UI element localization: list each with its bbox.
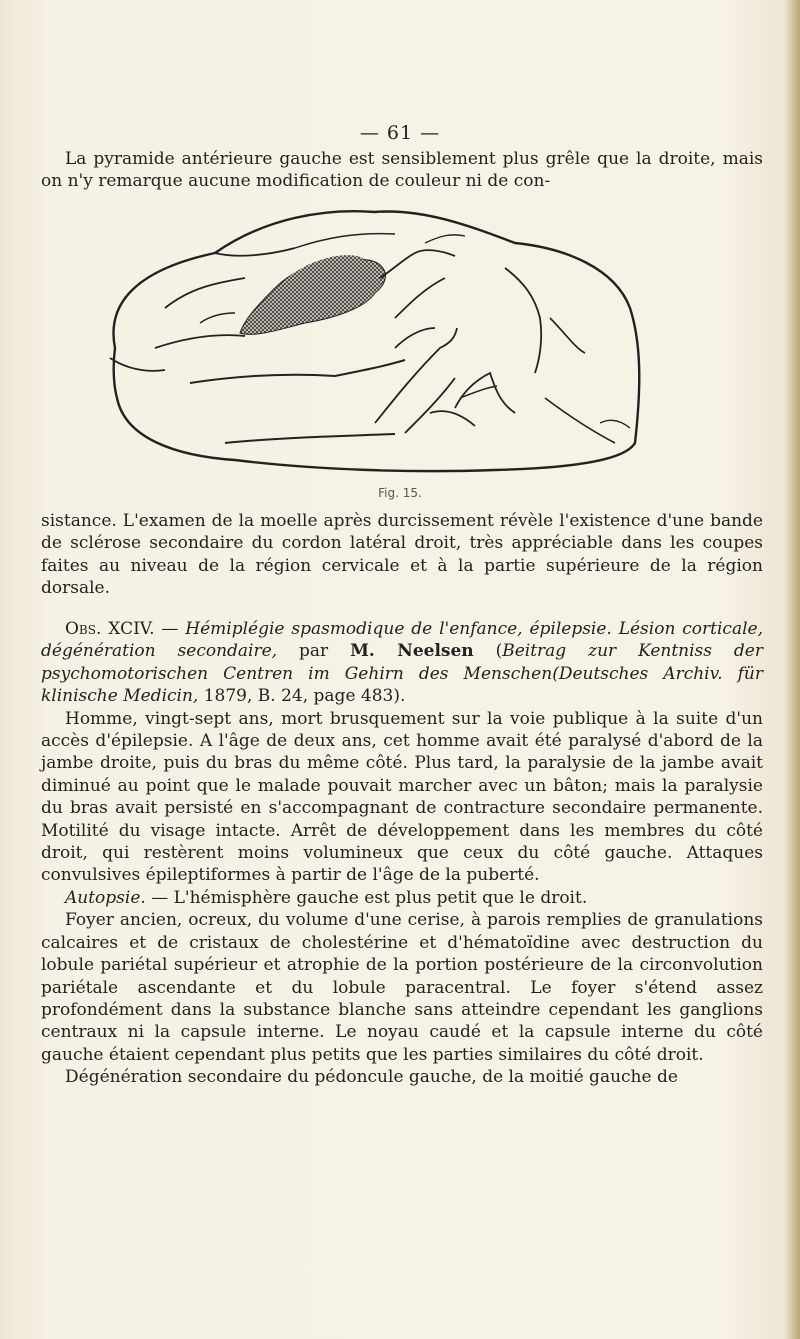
brain-hemisphere-figure: [95, 198, 655, 478]
sulcus-line: [380, 250, 455, 278]
sulcus-line: [425, 235, 465, 243]
sulcus-line: [200, 313, 235, 323]
sulcus-line: [550, 318, 585, 353]
sulcus-line: [110, 358, 165, 371]
sulcus-line: [190, 360, 405, 383]
sulcus-line: [395, 278, 445, 318]
observation-author: M. Neelsen: [350, 641, 474, 662]
reference-title: Beitrag zur Kentniss der psychomotorischen Centren im Gehirn des Menschen: [41, 641, 763, 684]
sulcus-line: [395, 328, 435, 348]
observation-label: Obs. XCIV.: [65, 619, 155, 639]
sulcus-line: [430, 411, 475, 426]
intro-paragraph: La pyramide antérieure gauche est sensiblement plus grêle que la droite, mais on n'y remarque aucune modification de couleur ni de con-: [41, 149, 763, 192]
observation-heading: [41, 618, 763, 708]
autopsy-text: — L'hémisphère gauche est plus petit que le droit.: [145, 887, 588, 908]
sulcus-line: [375, 328, 457, 423]
sulcus-line: [600, 420, 630, 428]
observation-title: Hémiplégie spasmodique de l'enfance, épilepsie. Lésion corticale, dégénération secondaire,: [41, 619, 763, 662]
hemisphere-outline: [113, 211, 639, 471]
page-number: — 61 —: [359, 122, 441, 144]
reference-journal: (Deutsches Archiv. für klinische Medicin,: [41, 663, 763, 707]
sulcus-line: [165, 278, 245, 308]
sulcus-line: [505, 268, 541, 373]
sulcus-line: [225, 434, 395, 443]
lesion-paragraph: Foyer ancien, ocreux, du volume d'une cerise, à parois remplies de granulations calcaires et de cristaux de cholestérine et d'hématoïdine avec destruction du lobule pariétal supérieur et atrophie de la portion postérieure de la circonvolution pariétale ascendante et du lobule paracentral. Le foyer s'étend assez profondément dans la substance blanche sans atteindre cependant les ganglions centraux ni la capsule interne. Le noyau caudé et la capsule interne du côté gauche étaient cependant plus petits que les parties similaires du côté droit.: [41, 910, 763, 1065]
degeneration-paragraph: Dégénération secondaire du pédoncule gauche, de la moitié gauche de: [65, 1067, 678, 1088]
case-paragraph: Homme, vingt-sept ans, mort brusquement sur la voie publique à la suite d'un accès d'épilepsie. A l'âge de deux ans, cet homme avait été paralysé d'abord de la jambe droite, puis du bras du même côté. Plus tard, la paralysie de la jambe avait diminué au point que le malade pouvait marcher avec un bâton; mais la paralysie du bras avait persisté en s'accompagnant de contracture secondaire permanente. Motilité du visage intacte. Arrêt de développement dans les membres du côté droit, qui restèrent moins volumineux que ceux du côté gauche. Attaques convulsives épileptiformes à partir de l'âge de la puberté.: [41, 708, 763, 886]
observation-by: par: [277, 641, 351, 662]
sulcus-line: [405, 378, 455, 433]
autopsy-label: Autopsie.: [65, 887, 146, 908]
sulcus-line: [155, 335, 245, 348]
reference-open: (: [473, 641, 503, 662]
sulcus-line: [295, 234, 395, 248]
figure-caption: Fig. 15.: [378, 486, 422, 500]
observation-dash: —: [154, 619, 186, 639]
autopsy-paragraph: [41, 887, 763, 909]
observation-section: [41, 618, 763, 1089]
sulcus-line: [455, 373, 515, 413]
reference-tail: 1879, B. 24, page 483).: [198, 686, 406, 707]
page-edge: [786, 0, 800, 1339]
continuation-paragraph: sistance. L'examen de la moelle après durcissement révèle l'existence d'une bande de sclérose secondaire du cordon latéral droit, très appréciable dans les coupes faites au niveau de la région cervicale et à la partie supérieure de la région dorsale.: [41, 511, 763, 599]
sulcus-line: [215, 248, 295, 256]
